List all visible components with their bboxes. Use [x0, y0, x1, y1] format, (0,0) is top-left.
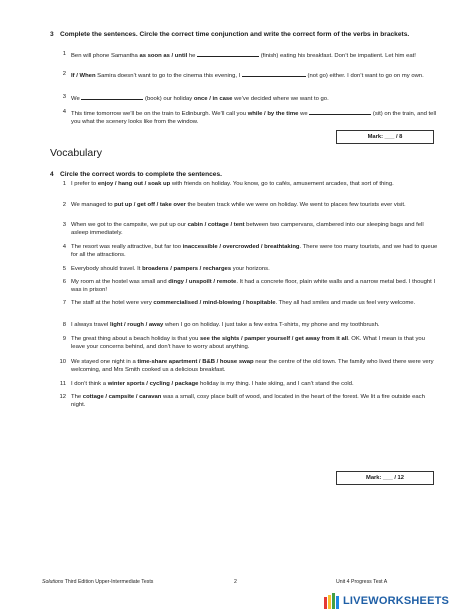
text-segment: with friends on holiday. You know, go to cafés, amusement arcades, that sort of thing.: [170, 181, 394, 187]
section-number: 3: [50, 31, 54, 38]
mark-box: Mark: ___ / 12: [336, 471, 434, 485]
item-text: [71, 109, 439, 126]
text-segment: The great thing about a beach holiday is that you: [71, 336, 201, 342]
choice-options[interactable]: If / When: [71, 73, 96, 79]
item-text: [71, 300, 439, 308]
item-number: 3: [62, 94, 66, 100]
item-number: 8: [62, 322, 66, 328]
text-segment: (book) our holiday: [143, 96, 194, 102]
text-segment: was a small, cosy place built of wood, and located in the heart of the forest. We lit a fire outside each night.: [71, 394, 425, 408]
choice-options[interactable]: light / rough / away: [109, 322, 164, 328]
text-segment: we: [298, 111, 310, 117]
choice-options[interactable]: as soon as / until: [139, 53, 188, 59]
text-segment: We stayed one night in a: [71, 359, 138, 365]
text-segment: I always travel: [71, 322, 110, 328]
answer-blank[interactable]: [309, 109, 371, 115]
text-segment: When we got to the campsite, we put up our: [71, 222, 188, 228]
section-instruction: Circle the correct words to complete the sentences.: [60, 171, 222, 178]
text-segment: I don’t think a: [71, 381, 108, 387]
item-number: 1: [62, 181, 66, 187]
footer-test-name: Unit 4 Progress Test A: [336, 579, 388, 585]
item-number: 5: [62, 266, 66, 272]
choice-options[interactable]: commercialised / mind-blowing / hospitable: [153, 300, 276, 306]
answer-blank[interactable]: [81, 94, 143, 100]
item-number: 10: [59, 359, 66, 365]
text-segment: . They all had smiles and made us feel very welcome.: [275, 300, 416, 306]
text-segment: near the centre of the old town. The family who lived there were very welcoming, and Mrs Smith cooked us a delicious breakfast.: [71, 359, 434, 373]
item-text: [71, 51, 439, 61]
item-number: 2: [62, 71, 66, 77]
vocabulary-title: Vocabulary: [50, 147, 102, 159]
item-number: 12: [59, 394, 66, 400]
item-number: 6: [62, 279, 66, 285]
item-number: 2: [62, 202, 66, 208]
section-number: 4: [50, 171, 54, 178]
item-text: [71, 181, 439, 189]
text-segment: . It had a concrete floor, plain white walls and a narrow metal bed. I thought I was in prison!: [71, 279, 436, 293]
item-text: [71, 359, 439, 374]
item-text: [71, 244, 439, 259]
text-segment: The resort was really attractive, but far too: [71, 244, 183, 250]
item-text: [71, 71, 439, 81]
choice-options[interactable]: enjoy / hang out / soak up: [97, 181, 171, 187]
text-segment: . There were too many tourists, and we had to queue for all the attractions.: [71, 244, 438, 258]
footer-book-title: Solutions: [42, 579, 64, 585]
choice-options[interactable]: dingy / unspoilt / remote: [168, 279, 237, 285]
section-instruction: Complete the sentences. Circle the correct time conjunction and write the correct form of the verbs in brackets.: [60, 31, 410, 38]
text-segment: the beaten track while we were on holiday. We went to places few tourists ever visit.: [185, 202, 406, 208]
choice-options[interactable]: time-share apartment / B&B / house swap: [137, 359, 254, 365]
text-segment: Everybody should travel. It: [71, 266, 143, 272]
item-text: [71, 202, 439, 210]
choice-options[interactable]: cabin / cottage / tent: [187, 222, 245, 228]
logo-text: LIVEWORKSHEETS: [343, 594, 450, 607]
text-segment: This time tomorrow we’ll be on the train to Edinburgh. We’ll call you: [71, 111, 248, 117]
choice-options[interactable]: while / by the time: [247, 111, 299, 117]
text-segment: The: [71, 394, 83, 400]
item-text: [71, 322, 439, 330]
text-segment: We managed to: [71, 202, 115, 208]
answer-blank[interactable]: [242, 71, 306, 77]
item-number: 4: [62, 244, 66, 250]
item-number: 3: [62, 222, 66, 228]
mark-box: Mark: ___ / 8: [336, 130, 434, 144]
item-text: [71, 279, 439, 294]
item-text: [71, 266, 439, 274]
item-number: 7: [62, 300, 66, 306]
text-segment: between two campervans, clambered into our sleeping bags and fell asleep immediately.: [71, 222, 424, 236]
choice-options[interactable]: cottage / campsite / caravan: [82, 394, 162, 400]
item-text: [71, 381, 439, 389]
item-text: [71, 222, 439, 237]
choice-options[interactable]: once / in case: [193, 96, 233, 102]
text-segment: Ben will phone Samantha: [71, 53, 140, 59]
choice-options[interactable]: broadens / pampers / recharges: [142, 266, 232, 272]
footer-title: [42, 579, 153, 585]
text-segment: (not go) either. I don’t want to go on my own.: [305, 73, 424, 79]
item-number: 1: [62, 51, 66, 57]
footer-book-subtitle: Third Edition Upper-Intermediate Tests: [63, 579, 154, 585]
choice-options[interactable]: see the sights / pamper yourself / get away from it all: [200, 336, 348, 342]
item-text: [71, 336, 439, 351]
text-segment: My room at the hostel was small and: [71, 279, 169, 285]
text-segment: he: [187, 53, 198, 59]
page-number: 2: [234, 579, 237, 585]
choice-options[interactable]: put up / get off / take over: [114, 202, 186, 208]
item-number: 11: [59, 381, 66, 387]
text-segment: (finish) eating his breakfast. Don’t be impatient. Let him eat!: [259, 53, 416, 59]
liveworksheets-logo[interactable]: [324, 590, 474, 611]
text-segment: The staff at the hotel were very: [71, 300, 154, 306]
item-text: [71, 394, 439, 409]
text-segment: . OK. What I mean is that you leave your concerns behind, and don’t have to worry about anything.: [71, 336, 425, 350]
text-segment: when I go on holiday. I just take a few extra T-shirts, my phone and my toothbrush.: [163, 322, 380, 328]
text-segment: holiday is my thing. I hate skiing, and I can’t stand the cold.: [198, 381, 354, 387]
item-number: 4: [62, 109, 66, 115]
item-text: [71, 94, 439, 104]
liveworksheets-logo-icon: [324, 593, 340, 609]
choice-options[interactable]: winter sports / cycling / package: [107, 381, 199, 387]
text-segment: (sit) on the train, and tell you what the scenery looks like from the window.: [71, 111, 437, 125]
text-segment: your horizons.: [231, 266, 270, 272]
text-segment: We: [71, 96, 82, 102]
choice-options[interactable]: inaccessible / overcrowded / breathtaking: [182, 244, 300, 250]
item-number: 9: [62, 336, 66, 342]
text-segment: we’ve decided where we want to go.: [232, 96, 329, 102]
text-segment: I prefer to: [71, 181, 98, 187]
answer-blank[interactable]: [197, 51, 259, 57]
text-segment: Samira doesn’t want to go to the cinema this evening, I: [95, 73, 242, 79]
